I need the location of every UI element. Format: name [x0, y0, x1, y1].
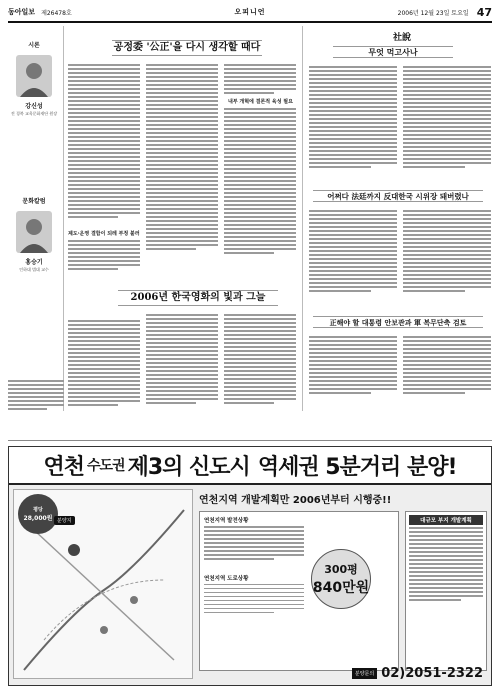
contact-phone: 02)2051-2322 [381, 666, 483, 681]
editorial-label: 社說 [393, 33, 412, 43]
real-estate-ad [8, 446, 492, 686]
article-body-siron-col3b [224, 108, 296, 268]
price-circle [311, 549, 371, 609]
price-badge [18, 494, 58, 534]
ad-banner [9, 447, 491, 483]
author-name-1: 강신성 [25, 103, 43, 110]
price-badge-label: 평당 [33, 507, 43, 513]
contact-label: 분양문의 [352, 668, 377, 679]
author-photo-2 [16, 211, 52, 253]
article-subhead-1: 제도·운영 결함이 되레 부정 불러 [68, 231, 140, 237]
author-name-2: 홍승기 [25, 259, 43, 266]
ad-headline-station: 역세권 5분거리 분양! [257, 454, 457, 480]
column-heading-culture: 문화칼럼 [22, 198, 46, 205]
ad-headline-newtown: 제3의 신도시 [127, 454, 250, 480]
author-title-2: 인하대 법대 교수 [19, 267, 49, 272]
section-title: 오피니언 [234, 8, 266, 16]
right-panel-heading: 대규모 부지 개발계획 [409, 515, 483, 525]
info-heading-roads: 연천지역 도로상황 [204, 575, 249, 582]
article-body-culture-col3 [224, 314, 296, 410]
editorial-title-1: 무엇 먹고사나 [333, 46, 453, 58]
editorial-title-3: 正해야 할 대통령 안보관과 軍 복무단축 검토 [313, 316, 483, 328]
info-list-roads [204, 584, 304, 614]
editorial-body-1a [309, 66, 397, 181]
newspaper-brand: 동아일보 [8, 8, 36, 16]
editorial-body-2a [309, 210, 397, 305]
ad-headline-yeoncheon: 연천 [43, 454, 84, 480]
issue-number: 제26478호 [41, 9, 72, 17]
editorial-body-2b [403, 210, 491, 305]
article-body-left-bottom [8, 380, 64, 410]
contact-row [352, 666, 483, 681]
map-site-tag: 분양지 [54, 516, 75, 525]
issue-date: 2006년 12월 23일 토요일 [397, 9, 469, 17]
price-circle-price: 840만원 [312, 580, 370, 596]
price-badge-value: 28,000원 [23, 515, 53, 522]
masthead-rule [8, 21, 492, 23]
right-panel-list [409, 527, 483, 601]
author-photo-1 [16, 55, 52, 97]
editorial-title-2: 어쩌다 法廷까지 反대한국 시위장 돼버렸나 [313, 190, 483, 202]
editorial-body-3a [309, 336, 397, 408]
article-subhead-2: 내부 개혁에 결론적 육성 필요 [228, 99, 293, 105]
section-divider [8, 440, 492, 441]
article-body-siron-col2 [146, 64, 218, 269]
ad-subheadline: 연천지역 개발계획만 2006년부터 시행중!! [199, 495, 392, 506]
article-body-culture-col1 [68, 320, 140, 410]
article-headline-siron: 공정委 '公正'을 다시 생각할 때다 [112, 40, 262, 56]
ad-body [9, 483, 491, 685]
editorial-body-1b [403, 66, 491, 181]
masthead [8, 4, 492, 20]
article-body-siron-col1 [68, 64, 140, 234]
column-heading-siron: 시론 [28, 42, 40, 49]
article-headline-culture: 2006년 한국영화의 빛과 그늘 [118, 290, 278, 306]
article-body-siron-col3 [224, 64, 296, 94]
info-list-development [204, 526, 304, 560]
article-body-culture-col2 [146, 314, 218, 410]
ad-right-panel [405, 511, 487, 671]
info-heading-development: 연천지역 발전상황 [204, 518, 249, 524]
price-circle-area: 300평 [324, 563, 358, 576]
ad-headline-metro: 수도권 [87, 458, 125, 474]
editorial-section [302, 26, 492, 411]
article-body-siron-col1b [68, 240, 140, 270]
ad-location-map [13, 489, 193, 679]
author-title-1: 전 경북 교육문화재단 원장 [10, 111, 58, 116]
author-column [8, 26, 64, 411]
editorial-body-3b [403, 336, 491, 408]
page-number: 47 [476, 5, 492, 19]
